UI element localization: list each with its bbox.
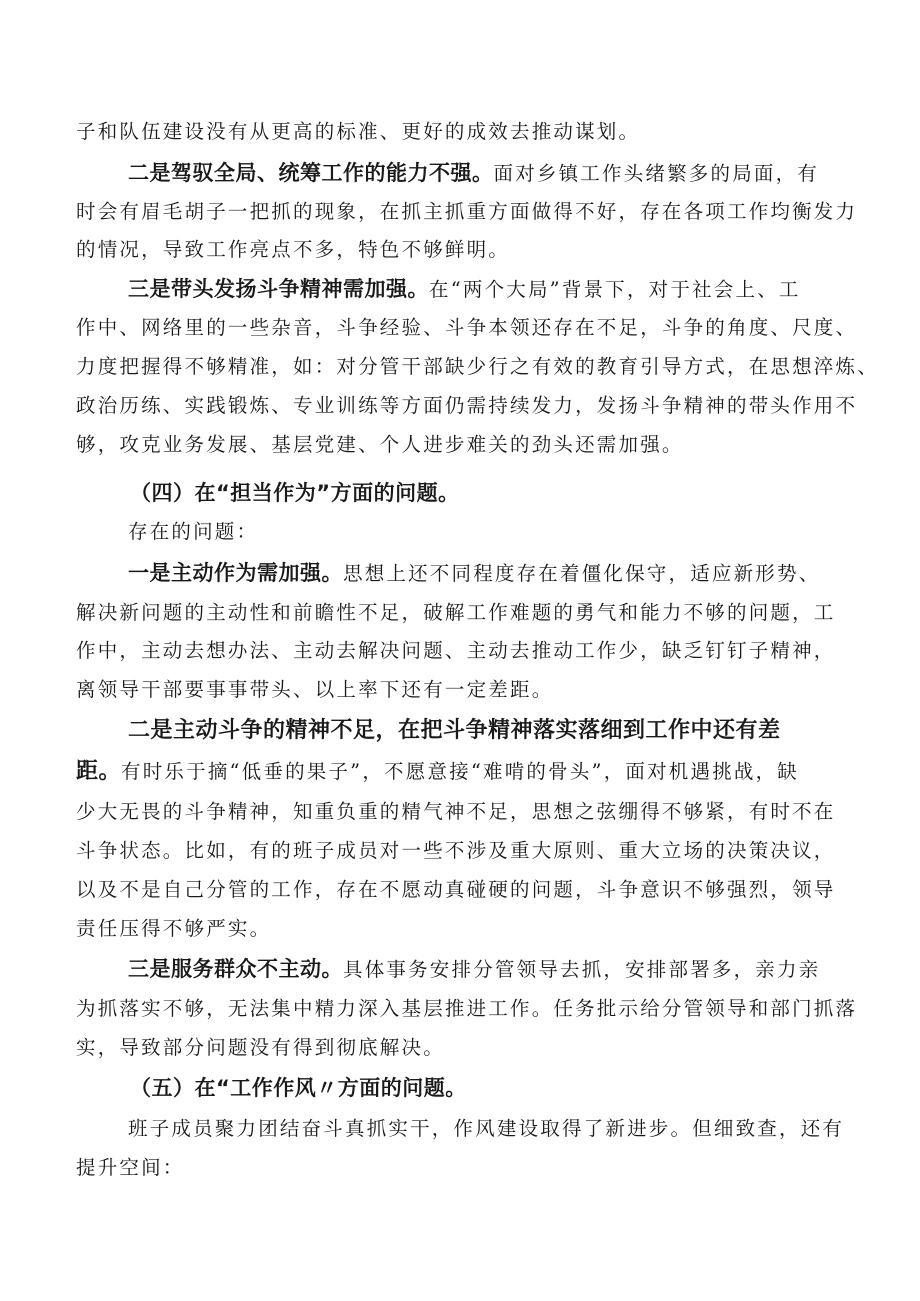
paragraph-line: 斗争状态。比如，有的班子成员对一些不涉及重大原则、重大立场的决策决议， <box>76 839 836 862</box>
paragraph-line <box>128 561 820 586</box>
point-heading: 二是驾驭全局、统筹工作的能力不强。 <box>128 161 494 185</box>
paragraph-line <box>76 760 799 784</box>
paragraph-line: 政治历练、实践锻炼、专业训练等方面仍需持续发力，发扬斗争精神的带头作用不 <box>76 394 858 417</box>
paragraph-text: 思想上还不同程度存在着僵化保守，适应新形势、 <box>343 562 821 585</box>
point-heading: 二是主动斗争的精神不足，在把斗争精神落实落细到工作中还有差 <box>128 718 781 743</box>
paragraph-line <box>128 277 801 302</box>
paragraph-line: 少大无畏的斗争精神，知重负重的精气神不足，思想之弦绷得不够紧，有时不在 <box>76 800 836 823</box>
paragraph-line: 为抓落实不够，无法集中精力深入基层推进工作。任务批示给分管领导和部门抓落 <box>76 997 858 1020</box>
paragraph-line: 时会有眉毛胡子一把抓的现象，在抓主抓重方面做得不好，存在各项工作均衡发力 <box>76 200 858 223</box>
paragraph-line: 以及不是自己分管的工作，存在不愿动真碰硬的问题，斗争意识不够强烈，领导 <box>76 878 836 901</box>
paragraph-line <box>128 957 820 982</box>
paragraph-text: 面对乡镇工作头绪繁多的局面，有 <box>493 162 820 185</box>
paragraph-line: 班子成员聚力团结奋斗真抓实干，作风建设取得了新进步。但细致查，还有 <box>128 1117 845 1140</box>
paragraph-line: 实，导致部分问题没有得到彻底解决。 <box>76 1036 445 1059</box>
point-heading: 三是服务群众不主动。 <box>128 957 343 981</box>
paragraph-line: 的情况，导致工作亮点不多，特色不够鲜明。 <box>76 238 511 261</box>
point-heading: 距。 <box>76 759 122 784</box>
paragraph-line <box>128 161 819 186</box>
paragraph-text: 在“两个大局”背景下，对于社会上、工 <box>429 278 801 301</box>
paragraph-line: 解决新问题的主动性和前瞻性不足，破解工作难题的勇气和能力不够的问题，工 <box>76 601 836 624</box>
point-heading: 三是带头发扬斗争精神需加强。 <box>128 277 429 301</box>
paragraph-line: 够，攻克业务发展、基层党建、个人进步难关的劲头还需加强。 <box>76 433 684 456</box>
paragraph-line: 作中，主动去想办法、主动去解决问题、主动去推动工作少，缺乏钉钉子精神， <box>76 639 836 662</box>
paragraph-line: 提升空间： <box>76 1156 185 1179</box>
paragraph-line: 力度把握得不够精准，如：对分管干部缺少行之有效的教育引导方式，在思想淬炼、 <box>76 355 879 378</box>
paragraph-text: 有时乐于摘“低垂的果子”，不愿意接“难啃的骨头”，面对机遇挑战，缺 <box>121 760 799 783</box>
issues-label: 存在的问题： <box>128 520 259 543</box>
section-heading: （五）在“工作作风〃方面的问题。 <box>130 1076 467 1100</box>
paragraph-line: 子和队伍建设没有从更高的标准、更好的成效去推动谋划。 <box>76 120 641 143</box>
paragraph-line: 责任压得不够严实。 <box>76 917 272 940</box>
paragraph-line: 作中、网络里的一些杂音，斗争经验、斗争本领还存在不足，斗争的角度、尺度、 <box>76 316 858 339</box>
paragraph-text: 具体事务安排分管领导去抓，安排部署多，亲力亲 <box>343 958 821 981</box>
paragraph-line: 离领导干部要事事带头、以上率下还有一定差距。 <box>76 678 554 701</box>
section-heading: （四）在“担当作为”方面的问题。 <box>130 481 460 505</box>
point-heading: 一是主动作为需加强。 <box>128 561 343 585</box>
